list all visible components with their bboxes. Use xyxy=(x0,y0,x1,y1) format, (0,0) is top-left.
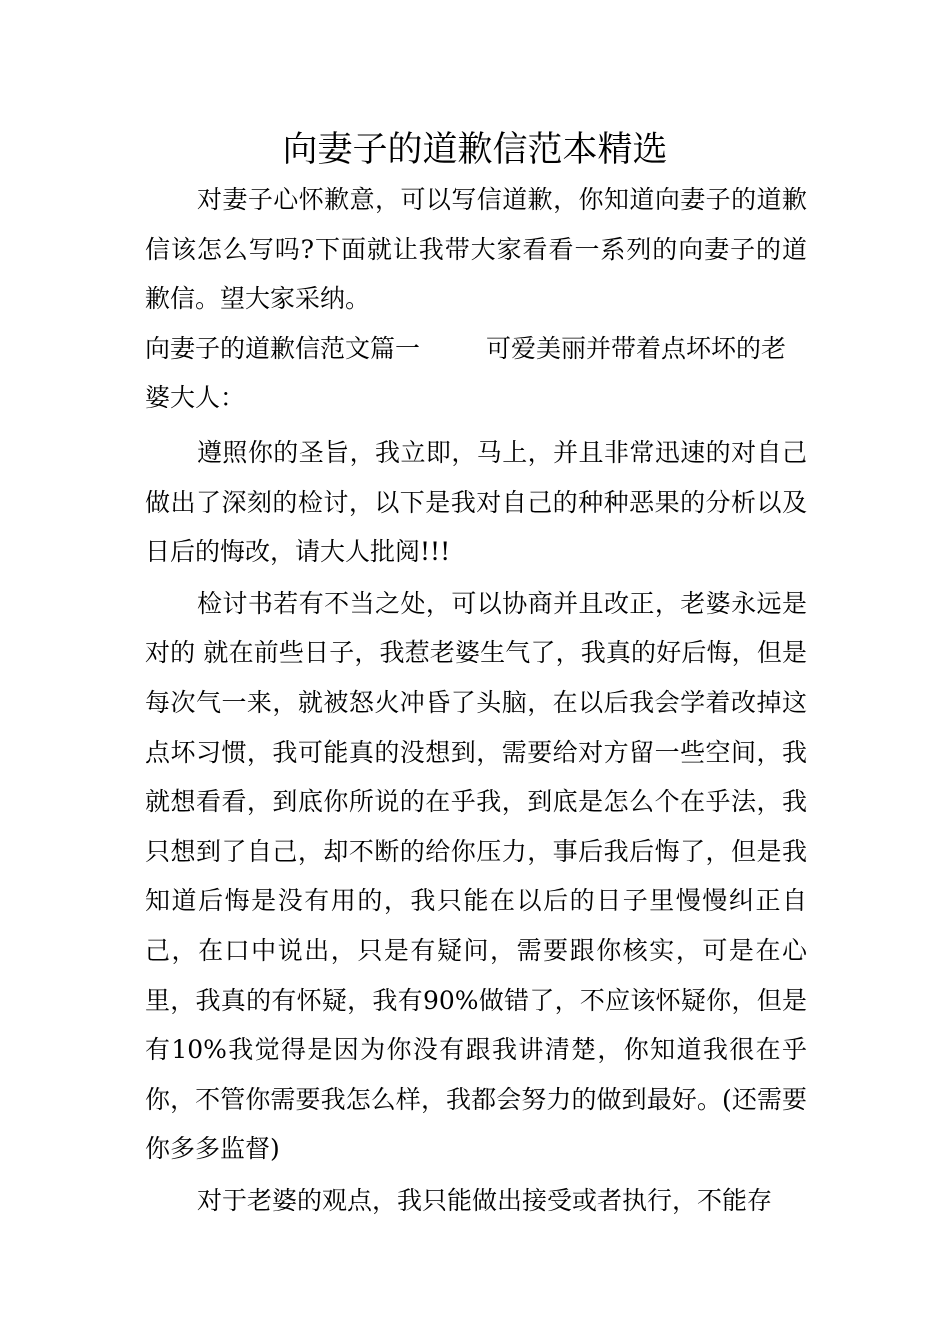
intro-paragraph: 对妻子心怀歉意，可以写信道歉，你知道向妻子的道歉信该怎么写吗?下面就让我带大家看看一系列的向妻子的道歉信。望大家采纳。 xyxy=(145,185,807,314)
paragraph-2: 检讨书若有不当之处，可以协商并且改正，老婆永远是对的 就在前些日子，我惹老婆生气了，我真的好后悔，但是每次气一来，就被怒火冲昏了头脑，在以后我会学着改掉这点坏习惯，我可能真的没想到，需要给对方留一些空间，我就想看看，到底你所说的在乎我，到底是怎么个在乎法，我只想到了自己，却不断的给你压力，事后我后悔了，但是我知道后悔是没有用的，我只能在以后的日子里慢慢纠正自己，在口中说出，只是有疑问，需要跟你核实，可是在心里，我真的有怀疑，我有90%做错了，不应该怀疑你，但是有10%我觉得是因为你没有跟我讲清楚，你知道我很在乎你，不管你需要我怎么样，我都会努力的做到最好。(还需要你多多监督) xyxy=(145,588,807,1164)
document-title: 向妻子的道歉信范本精选 xyxy=(282,130,668,170)
document-body xyxy=(145,175,807,1225)
section-heading: 向妻子的道歉信范文篇一 xyxy=(145,333,421,363)
salutation-end: 婆大人： xyxy=(145,383,246,413)
paragraph-3: 对于老婆的观点，我只能做出接受或者执行，不能存 xyxy=(197,1185,773,1215)
paragraph-1: 遵照你的圣旨，我立即，马上，并且非常迅速的对自己做出了深刻的检讨，以下是我对自己的种种恶果的分析以及日后的悔改，请大人批阅!!! xyxy=(145,437,807,567)
section-heading-line xyxy=(145,324,807,374)
salutation-start: 可爱美丽并带着点坏坏的老 xyxy=(486,333,787,363)
